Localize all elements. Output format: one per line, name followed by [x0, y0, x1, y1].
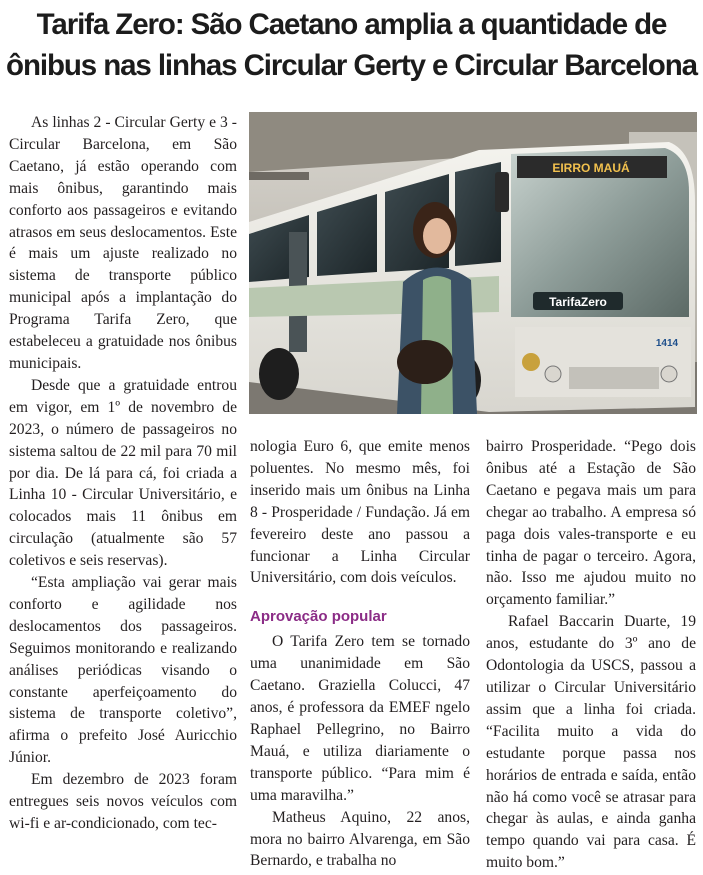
headline-line-2: ônibus nas linhas Circular Gerty e Circular Barcelona [6, 49, 697, 82]
paragraph: Em dezembro de 2023 foram entregues seis novos veículos com wi-fi e ar-condicionado, com tec- [9, 771, 237, 832]
article-headline [0, 4, 703, 86]
paragraph: “Esta ampliação vai gerar mais conforto e agilidade nos deslocamentos dos passageiros. Seguimos monitorando e realizando análises periódicas visando o constante aperfeiçoamento do sistema de transporte coletivo”, afirma o prefeito José Auricchio Júnior. [9, 574, 237, 767]
paragraph: O Tarifa Zero tem se tornado uma unanimidade em São Caetano. Graziella Colucci, 47 anos, é professora da EMEF ngelo Raphael Pellegrino, no Bairro Mauá, e utiliza diariamente o transporte público. “Para mim é uma maravilha.” [250, 633, 470, 804]
paragraph: Matheus Aquino, 22 anos, mora no bairro Alvarenga, em São Bernardo, e trabalha no [250, 808, 470, 870]
section-subhead: Aprovação popular [250, 608, 387, 626]
article-column-3 [486, 436, 696, 874]
article-column-2 [250, 436, 470, 872]
bus-photo [249, 112, 697, 414]
paragraph: Desde que a gratuidade entrou em vigor, em 1º de novembro de 2023, o número de passageiros no sistema saltou de 22 mil para 70 mil por dia. De lá para cá, foi criada a Linha 10 - Circular Universitário, e colocados mais 11 ônibus em circulação (atualmente são 57 coletivos e seis reservas). [9, 376, 237, 570]
fleet-number: 1414 [655, 338, 679, 349]
tarifa-zero-sticker: TarifaZero [549, 295, 607, 309]
article-column-1 [9, 112, 237, 835]
paragraph: nologia Euro 6, que emite menos poluentes. No mesmo mês, foi inserido mais um ônibus na Linha 8 - Prosperidade / Fundação. Já em fevereiro deste ano passou a funcionar a Linha Circular Universitário, com dois veículos. [250, 438, 470, 587]
paragraph: As linhas 2 - Circular Gerty e 3 - Circular Barcelona, em São Caetano, já estão operando com mais ônibus, garantindo mais conforto aos passageiros e evitando atrasos em seus deslocamentos. Este é mais um ajuste realizado no sistema de transporte público municipal após a implantação do Programa Tarifa Zero, que estabeleceu a gratuidade nos ônibus municipais. [9, 114, 237, 372]
paragraph: Rafael Baccarin Duarte, 19 anos, estudante do 3º ano de Odontologia da USCS, passou a utilizar o Circular Universitário assim que a linha foi criada. “Facilita muito a vida do estudante porque passa nos horários de entrada e saída, então não há como você se atrasar para chegar às aulas, e ainda ganha tempo quando vai para casa. É muito bom.” [486, 613, 696, 872]
headline-line-1: Tarifa Zero: São Caetano amplia a quantidade de [36, 8, 667, 41]
paragraph: bairro Prosperidade. “Pego dois ônibus até a Estação de São Caetano e pegava mais um para chegar ao trabalho. A empresa só paga dois vales-transporte e eu tinha de pagar o terceiro. Agora, não. Isso me ajudou muito no orçamento familiar.” [486, 438, 696, 609]
destination-sign: EIRRO MAUÁ [552, 161, 630, 175]
